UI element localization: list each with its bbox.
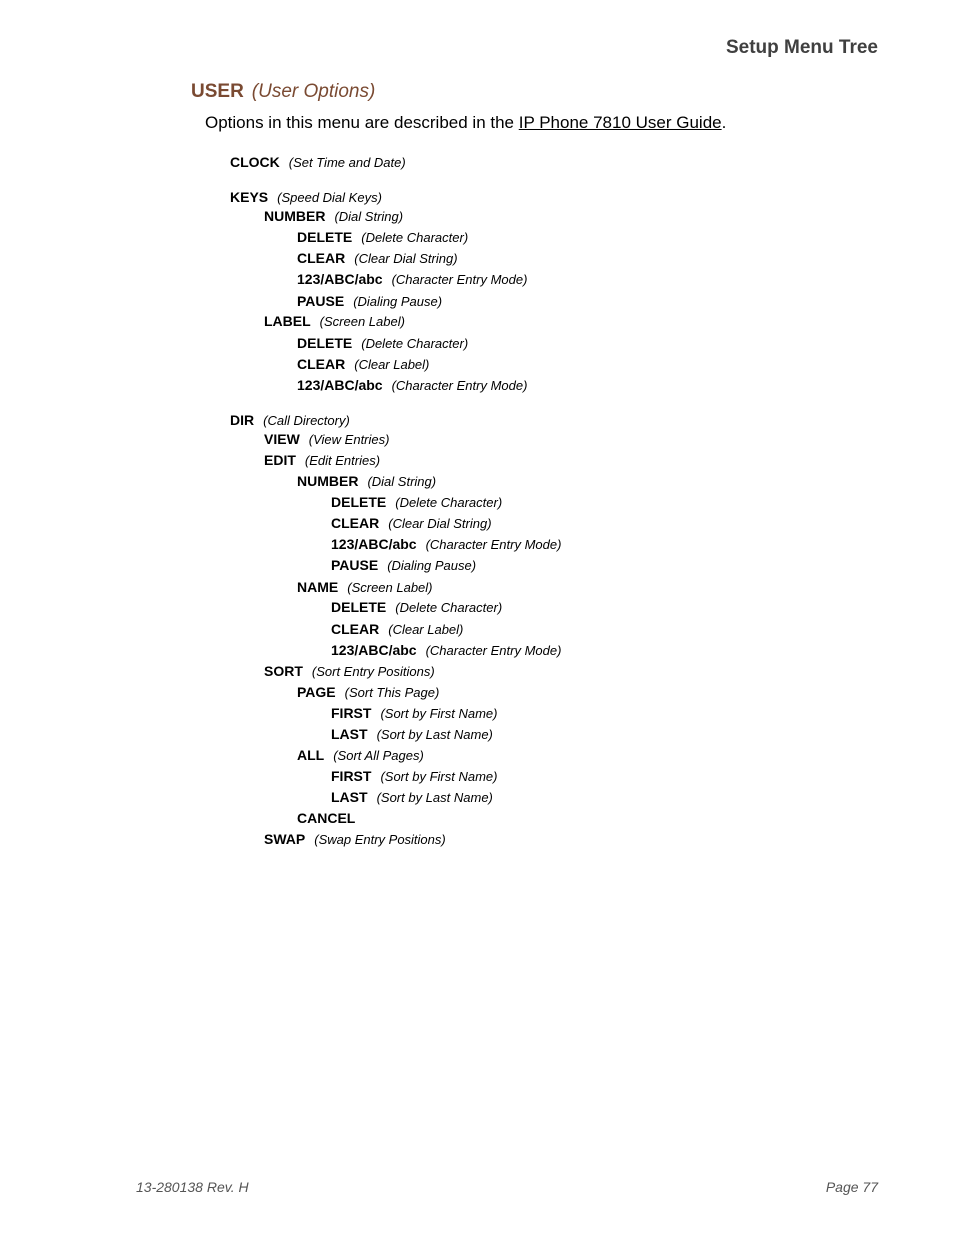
menu-description: (Dialing Pause) — [353, 294, 443, 309]
menu-description: (Clear Label) — [388, 622, 464, 637]
menu-description: (Sort Entry Positions) — [311, 664, 435, 679]
menu-keyword: LAST — [331, 726, 368, 742]
menu-description: (Set Time and Date) — [288, 155, 406, 170]
menu-item-delete — [297, 228, 468, 247]
menu-description: (Sort All Pages) — [333, 748, 424, 763]
menu-item-first — [331, 704, 497, 723]
menu-description: (Delete Character) — [395, 600, 503, 615]
menu-item-clear — [297, 249, 458, 268]
menu-description: (Edit Entries) — [304, 453, 381, 468]
menu-description: (Sort This Page) — [344, 685, 440, 700]
menu-item-delete — [331, 598, 502, 617]
menu-item-swap — [264, 830, 446, 849]
menu-description: (Delete Character) — [395, 495, 503, 510]
menu-item-edit — [264, 451, 380, 470]
menu-item-sort — [264, 662, 435, 681]
menu-item-last — [331, 788, 493, 807]
menu-keyword: CLEAR — [331, 621, 380, 637]
menu-description: (Clear Label) — [354, 357, 430, 372]
menu-keyword: DELETE — [331, 599, 387, 615]
menu-description: (Character Entry Mode) — [425, 537, 562, 552]
menu-item-delete — [297, 334, 468, 353]
menu-description: (Sort by First Name) — [380, 769, 498, 784]
menu-keyword: PAUSE — [297, 293, 345, 309]
menu-item-last — [331, 725, 493, 744]
menu-description: (Speed Dial Keys) — [277, 190, 382, 205]
menu-keyword: CLEAR — [331, 515, 380, 531]
menu-item-entry-mode — [297, 376, 527, 395]
menu-description: (Swap Entry Positions) — [314, 832, 446, 847]
menu-description: (Screen Label) — [347, 580, 433, 595]
menu-item-entry-mode — [331, 535, 561, 554]
menu-description: (Dial String) — [367, 474, 437, 489]
menu-keyword: CANCEL — [297, 810, 356, 826]
menu-description: (Sort by Last Name) — [376, 727, 493, 742]
menu-item-clear — [331, 620, 463, 639]
menu-keyword: SWAP — [264, 831, 306, 847]
menu-item-page — [297, 683, 439, 702]
menu-item-pause — [331, 556, 476, 575]
menu-keyword: DIR — [230, 412, 255, 428]
menu-keyword: LAST — [331, 789, 368, 805]
menu-description: (Sort by First Name) — [380, 706, 498, 721]
section-description: (User Options) — [251, 81, 376, 102]
menu-item-label — [264, 312, 405, 331]
menu-item-all — [297, 746, 424, 765]
menu-description: (Character Entry Mode) — [391, 378, 528, 393]
menu-keyword: PAGE — [297, 684, 336, 700]
menu-item-clear — [297, 355, 429, 374]
menu-keyword: DELETE — [331, 494, 387, 510]
menu-description: (Sort by Last Name) — [376, 790, 493, 805]
intro-period: . — [721, 113, 727, 132]
menu-keyword: EDIT — [264, 452, 296, 468]
section-heading — [191, 81, 375, 103]
footer-doc-number: 13-280138 Rev. H — [136, 1179, 249, 1195]
menu-item-entry-mode — [331, 641, 561, 660]
section-keyword: USER — [191, 81, 244, 102]
user-guide-link[interactable]: IP Phone 7810 User Guide — [518, 113, 722, 132]
menu-keyword: NUMBER — [297, 473, 359, 489]
menu-description: (Call Directory) — [263, 413, 350, 428]
menu-keyword: ALL — [297, 747, 325, 763]
menu-keyword: NUMBER — [264, 208, 326, 224]
menu-keyword: SORT — [264, 663, 303, 679]
menu-item-name — [297, 578, 433, 597]
menu-keyword: 123/ABC/abc — [331, 536, 417, 552]
menu-item-delete — [331, 493, 502, 512]
menu-keyword: CLEAR — [297, 250, 346, 266]
menu-keyword: CLOCK — [230, 154, 280, 170]
menu-description: (Dialing Pause) — [387, 558, 477, 573]
page-header-title: Setup Menu Tree — [725, 37, 878, 58]
intro-text: Options in this menu are described in the — [205, 113, 519, 132]
menu-keyword: FIRST — [331, 705, 372, 721]
menu-item-first — [331, 767, 497, 786]
menu-item-cancel — [297, 809, 355, 827]
menu-keyword: 123/ABC/abc — [331, 642, 417, 658]
menu-description: (Clear Dial String) — [354, 251, 458, 266]
menu-keyword: FIRST — [331, 768, 372, 784]
footer-page-number: Page 77 — [825, 1179, 878, 1195]
menu-keyword: DELETE — [297, 229, 353, 245]
menu-keyword: CLEAR — [297, 356, 346, 372]
menu-item-dir — [230, 411, 350, 430]
menu-description: (Clear Dial String) — [388, 516, 492, 531]
menu-keyword: NAME — [297, 579, 339, 595]
menu-item-entry-mode — [297, 270, 527, 289]
menu-description: (View Entries) — [308, 432, 390, 447]
menu-item-clock — [230, 153, 406, 172]
menu-item-pause — [297, 292, 442, 311]
menu-item-number — [297, 472, 436, 491]
menu-item-clear — [331, 514, 492, 533]
menu-description: (Character Entry Mode) — [391, 272, 528, 287]
menu-description: (Screen Label) — [319, 314, 405, 329]
menu-keyword: LABEL — [264, 313, 311, 329]
menu-keyword: 123/ABC/abc — [297, 271, 383, 287]
menu-item-keys — [230, 188, 382, 207]
menu-keyword: KEYS — [230, 189, 269, 205]
menu-description: (Dial String) — [334, 209, 404, 224]
menu-description: (Character Entry Mode) — [425, 643, 562, 658]
menu-keyword: PAUSE — [331, 557, 379, 573]
menu-keyword: DELETE — [297, 335, 353, 351]
menu-keyword: 123/ABC/abc — [297, 377, 383, 393]
menu-item-view — [264, 430, 389, 449]
menu-item-number — [264, 207, 403, 226]
menu-keyword: VIEW — [264, 431, 300, 447]
intro-paragraph — [205, 113, 726, 133]
menu-description: (Delete Character) — [361, 336, 469, 351]
menu-description: (Delete Character) — [361, 230, 469, 245]
